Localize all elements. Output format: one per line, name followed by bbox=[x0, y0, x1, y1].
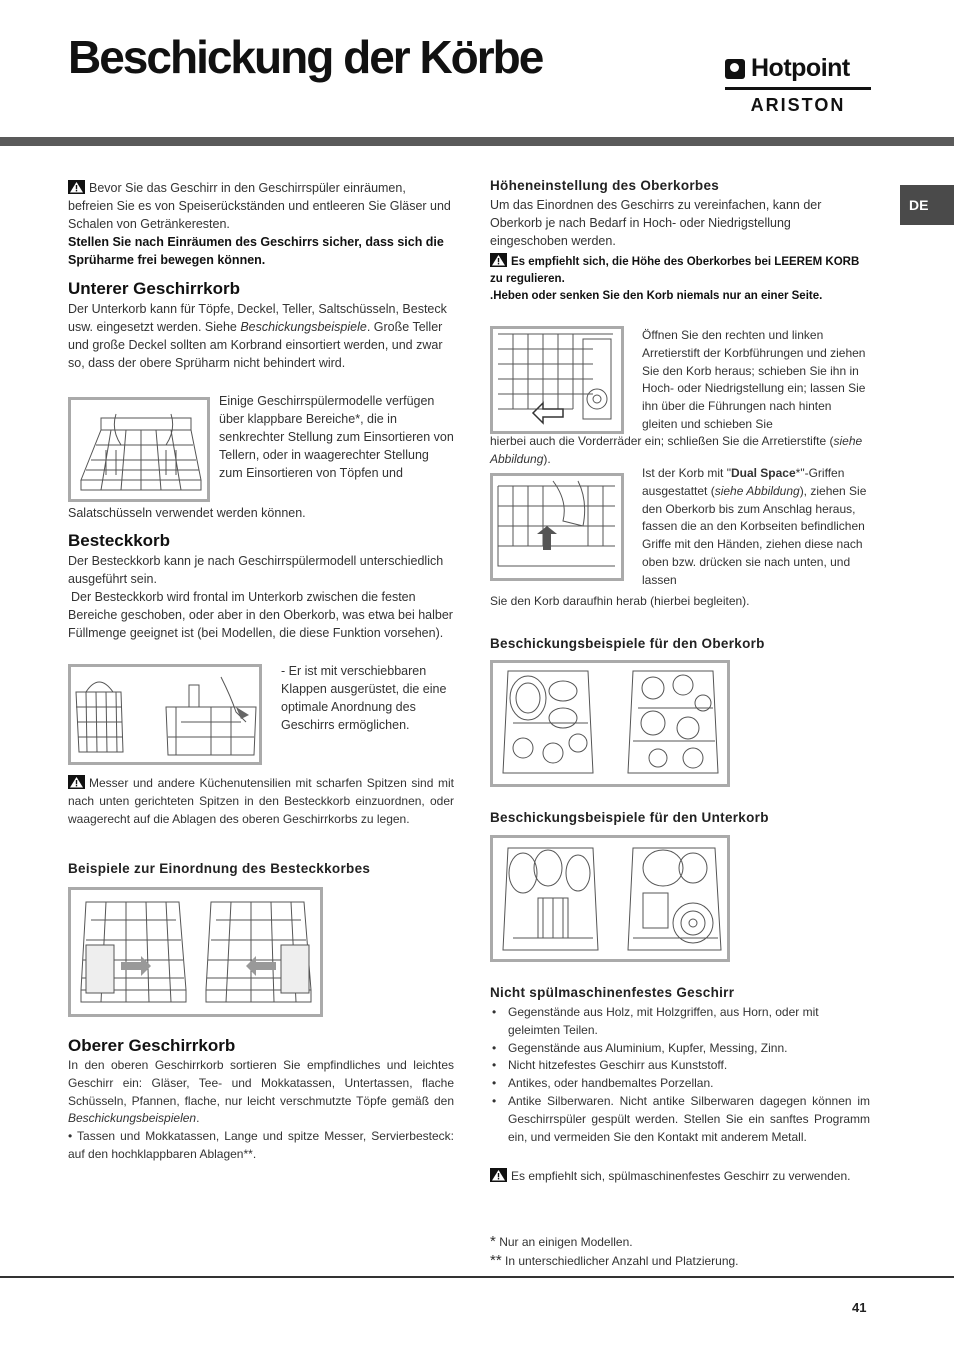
intro-warning-text: Bevor Sie das Geschirr in den Geschirrspüler einräumen, befreien Sie es von Speiserückständen und entleeren Sie Gläser und Schalen von Getränkeresten. bbox=[68, 181, 451, 231]
fig1-text-end-block bbox=[490, 433, 870, 469]
ober-beispiele-figure bbox=[490, 660, 730, 787]
fig2-text-bold: Dual Space bbox=[730, 466, 796, 480]
oberkorb-text-italic: Beschickungsbeispielen bbox=[68, 1111, 197, 1126]
hoehe-text: Um das Einordnen des Geschirrs zu vereinfachen, kann der Oberkorb je nach Bedarf in Hoch- oder Niedrigstellung eingeschoben werden. bbox=[490, 198, 822, 248]
fig2-text bbox=[642, 465, 870, 590]
dual-space-handle-illustration bbox=[493, 476, 621, 578]
nicht-list-wrap bbox=[490, 1004, 870, 1146]
unter-beispiele-figure bbox=[490, 835, 730, 962]
footnote-1: * Nur an einigen Modellen. bbox=[490, 1233, 633, 1250]
fig1-text-italic: siehe Abbildung bbox=[490, 434, 863, 466]
intro-block bbox=[68, 179, 454, 269]
unterkorb-figure bbox=[68, 397, 210, 502]
fig1-text-end: hierbei auch die Vorderräder ein; schließen Sie die Arretierstifte ( bbox=[490, 434, 834, 448]
language-tab: DE bbox=[900, 185, 954, 225]
list-item: • Antike Silberwaren. Nicht antike Silberwaren dagegen können im Geschirrspüler gespült werden. Stellen Sie ein sanftes Programm ein, und vermeiden Sie den Kontakt mit anderem Metall. bbox=[490, 1093, 870, 1146]
footer-divider bbox=[0, 1276, 954, 1278]
fig2-text-c: ), ziehen Sie den Oberkorb bis zum Anschlag heraus, fassen die an den Korbseiten befindlichen Griffe mit den Händen, ziehen diese nach oben bzw. drücken sie nach unten, und lassen bbox=[642, 483, 867, 587]
unterkorb-text bbox=[68, 300, 454, 372]
unterkorb-text1-italic: Beschickungsbeispiele bbox=[240, 320, 367, 334]
unterkorb-heading: Unterer Geschirrkorb bbox=[68, 279, 240, 298]
nicht-list bbox=[490, 1004, 870, 1146]
unter-beispiele-heading: Beschickungsbeispiele für den Unterkorb bbox=[490, 810, 769, 825]
fig1-text: Öffnen Sie den rechten und linken Arretierstift der Korbführungen und ziehen Sie den Korb heraus; schieben Sie ihn in Hoch- oder Niedrigstellung ein; lassen Sie ihn über die Führungen nach hinten gleiten und schieben Sie bbox=[642, 328, 866, 431]
besteck-text bbox=[68, 552, 454, 642]
besteck-text2: Der Besteckkorb wird frontal im Unterkorb zwischen die festen Bereiche geschoben, oder aber in den Oberkorb, was etwa bei halber Füllmenge geeignet ist (bei Modellen, die diese Funktion vorsehen). bbox=[68, 590, 453, 640]
fig2-text-b: *"-Griffen ausgestattet ( bbox=[642, 466, 845, 498]
warning-icon bbox=[68, 180, 85, 194]
list-item: • Gegenstände aus Aluminium, Kupfer, Messing, Zinn. bbox=[490, 1040, 870, 1058]
list-item: • Nicht hitzefestes Geschirr aus Kunststoff. bbox=[490, 1057, 870, 1075]
fig1-text-close: ). bbox=[543, 451, 551, 466]
footnote-2: ** In unterschiedlicher Anzahl und Platzierung. bbox=[490, 1251, 739, 1269]
hoehe-warning-block bbox=[490, 253, 870, 305]
nicht-warning-text: Es empfiehlt sich, spülmaschinenfestes Geschirr zu verwenden. bbox=[511, 1169, 851, 1183]
beispiele-heading: Beispiele zur Einordnung des Besteckkorbes bbox=[68, 861, 371, 876]
list-item: • Antikes, oder handbemaltes Porzellan. bbox=[490, 1075, 870, 1093]
beispiele-figure bbox=[68, 887, 323, 1017]
intro-bold-text: Stellen Sie nach Einräumen des Geschirrs sicher, dass sich die Sprüharme frei bewegen können. bbox=[68, 235, 444, 267]
besteck-fig-text: - Er ist mit verschiebbaren Klappen ausgerüstet, die eine optimale Anordnung des Geschirrs ermöglichen. bbox=[281, 664, 447, 732]
besteck-text1: Der Besteckkorb kann je nach Geschirrspülermodell unterschiedlich ausgeführt sein. bbox=[68, 554, 444, 586]
cutlery-basket-illustration bbox=[71, 667, 259, 762]
basket-rail-illustration bbox=[493, 329, 621, 431]
warning-icon bbox=[68, 775, 85, 789]
besteck-figure bbox=[68, 664, 262, 765]
logo-sub: ARISTON bbox=[750, 95, 846, 115]
messer-warning-block bbox=[68, 775, 454, 828]
hoehe-figure-1 bbox=[490, 326, 624, 434]
oberkorb-heading: Oberer Geschirrkorb bbox=[68, 1036, 236, 1055]
oberkorb-text bbox=[68, 1057, 454, 1164]
logo-brand: Hotpoint bbox=[751, 54, 850, 82]
warning-icon bbox=[490, 1168, 507, 1182]
hoehe-figure-2 bbox=[490, 473, 624, 581]
fig2-text-a: Ist der Korb mit " bbox=[642, 466, 731, 480]
besteck-heading: Besteckkorb bbox=[68, 531, 171, 550]
cutlery-placement-illustration bbox=[71, 890, 320, 1014]
nicht-heading: Nicht spülmaschinenfestes Geschirr bbox=[490, 985, 735, 1000]
page-number: 41 bbox=[852, 1300, 867, 1315]
oberkorb-bullet: • Tassen und Mokkatassen, Lange und spitze Messer, Servierbesteck: auf den hochklappbaren Ablagen**. bbox=[68, 1129, 454, 1161]
nicht-warning-block bbox=[490, 1168, 870, 1186]
oberkorb-text-main: In den oberen Geschirrkorb sortieren Sie empfindliches und leichtes Geschirr ein: Gläser, Tee- und Mokkatassen, Untertassen, flache Schüsseln, Pfannen, flache, nur leicht verschmutzte Töpfe gemäß den bbox=[68, 1058, 454, 1108]
unterkorb-fig-text: Einige Geschirrspülermodelle verfügen über klappbare Bereiche*, die in senkrechter Stellung zum Einsortieren von Tellern, oder in waagerechter Stellung zum Einsortieren von Töpfen und bbox=[219, 394, 454, 480]
unterkorb-text2: Große Teller und große Deckel sollten am Korbrand einsortiert werden, und zwar so, dass der obere Sprüharm nicht behindert wird. bbox=[68, 320, 443, 370]
oberkorb-text-end: . bbox=[196, 1111, 200, 1126]
fig2-text-end: Sie den Korb daraufhin herab (hierbei begleiten). bbox=[490, 594, 750, 608]
ober-beispiele-heading: Beschickungsbeispiele für den Oberkorb bbox=[490, 636, 765, 651]
lower-basket-loading-illustration bbox=[493, 838, 727, 959]
upper-basket-loading-illustration bbox=[493, 663, 727, 784]
hoehe-warning-text: Es empfiehlt sich, die Höhe des Oberkorbes bei LEEREM KORB zu regulieren. bbox=[490, 256, 860, 285]
list-item: • Gegenstände aus Holz, mit Holzgriffen, aus Horn, oder mit geleimten Teilen. bbox=[490, 1004, 870, 1040]
footnotes bbox=[490, 1233, 870, 1271]
lower-basket-illustration bbox=[71, 400, 207, 499]
unterkorb-fig-text-end: Salatschüsseln verwendet werden können. bbox=[68, 506, 306, 520]
brand-logo bbox=[725, 54, 871, 116]
header-divider bbox=[0, 137, 954, 146]
fig2-text-italic: siehe Abbildung bbox=[714, 483, 800, 498]
hoehe-heading: Höheneinstellung des Oberkorbes bbox=[490, 178, 720, 193]
messer-warning-text: Messer und andere Küchenutensilien mit scharfen Spitzen sind mit nach unten gerichteten Spitzen in den Besteckkorb einzuordnen, oder waagerecht auf die Ablagen des oberen Geschirrkorbs zu legen. bbox=[68, 776, 454, 826]
warning-icon bbox=[490, 253, 507, 267]
unterkorb-text1: Der Unterkorb kann für Töpfe, Deckel, Teller, Saltschüsseln, Besteck usw. eingesetzt werden. Siehe bbox=[68, 302, 447, 334]
page-title: Beschickung der Körbe bbox=[68, 31, 543, 83]
unterkorb-text1-end: . bbox=[366, 320, 371, 334]
hoehe-bold2: .Heben oder senken Sie den Korb niemals nur an einer Seite. bbox=[490, 290, 823, 302]
hotpoint-logo-icon bbox=[725, 59, 745, 79]
